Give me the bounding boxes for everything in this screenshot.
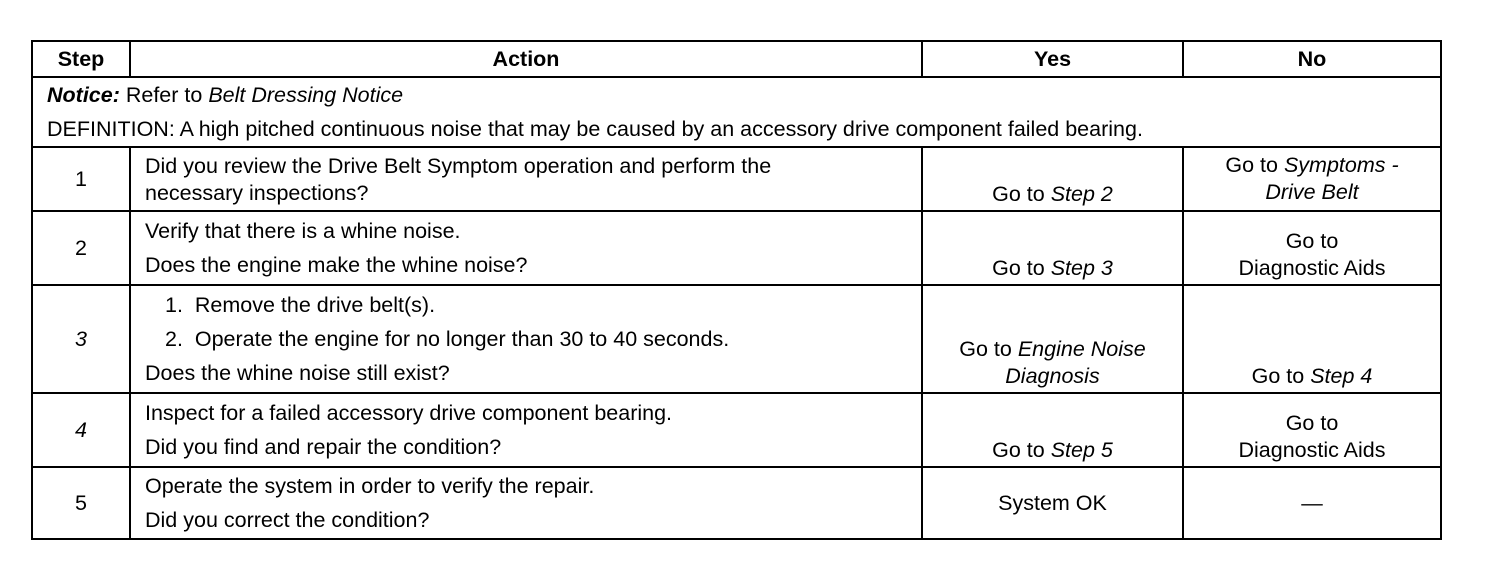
notice-label: Notice:: [47, 83, 120, 107]
action-cell: [130, 285, 922, 393]
action-line: necessary inspections?: [145, 181, 369, 205]
table-row: [32, 467, 1441, 539]
yes-cell: [922, 211, 1183, 285]
action-cell: [130, 211, 922, 285]
yes-prefix: Go to: [992, 182, 1051, 207]
step-number: 5: [32, 467, 130, 539]
header-step: Step: [32, 41, 130, 77]
table-row: [32, 147, 1441, 211]
table-row: [32, 211, 1441, 285]
header-no: No: [1183, 41, 1441, 77]
action-line: Does the engine make the whine noise?: [145, 253, 528, 277]
action-question: Does the whine noise still exist?: [145, 361, 450, 385]
yes-cell: [922, 285, 1183, 393]
yes-prefix: Go to: [959, 337, 1018, 361]
yes-cell: System OK: [922, 467, 1183, 539]
yes-cell: [922, 393, 1183, 467]
no-prefix: Go to: [1225, 153, 1284, 177]
no-cell: [1183, 211, 1441, 285]
action-line: Operate the system in order to verify the repair.: [145, 474, 595, 498]
step-number: 1: [32, 147, 130, 211]
yes-reference: Step 5: [1050, 438, 1113, 463]
notice-line: [47, 78, 1426, 112]
yes-reference: Step 3: [1050, 256, 1113, 281]
step-number: 3: [32, 285, 130, 393]
header-action: Action: [130, 41, 922, 77]
action-line: Did you review the Drive Belt Symptom operation and perform the: [145, 154, 772, 178]
substep-item: 2. Operate the engine for no longer than 30 to 40 seconds.: [165, 327, 730, 351]
yes-prefix: Go to: [992, 256, 1051, 281]
action-line: Did you correct the condition?: [145, 508, 430, 532]
no-prefix: Go to: [1251, 364, 1311, 389]
no-cell: [1183, 147, 1441, 211]
action-line: Inspect for a failed accessory drive component bearing.: [145, 401, 673, 425]
no-cell: —: [1183, 467, 1441, 539]
no-line: Diagnostic Aids: [1238, 438, 1386, 462]
yes-reference: Engine Noise: [1017, 337, 1146, 361]
step-number: 2: [32, 211, 130, 285]
header-yes: Yes: [922, 41, 1183, 77]
action-cell: [130, 147, 922, 211]
notice-cell: [32, 77, 1441, 147]
no-reference: Step 4: [1310, 364, 1373, 389]
yes-reference-cont: Diagnosis: [1005, 364, 1100, 388]
no-cell: [1183, 285, 1441, 393]
notice-reference: Belt Dressing Notice: [208, 83, 404, 107]
action-line: Verify that there is a whine noise.: [145, 219, 461, 243]
no-line: Go to: [1285, 229, 1339, 253]
notice-row: [32, 77, 1441, 147]
no-reference-cont: Drive Belt: [1265, 180, 1359, 204]
step-number: 4: [32, 393, 130, 467]
yes-cell: [922, 147, 1183, 211]
diagnostic-table: [31, 40, 1442, 540]
no-cell: [1183, 393, 1441, 467]
yes-reference: Step 2: [1050, 182, 1113, 207]
no-reference: Symptoms -: [1283, 153, 1399, 177]
action-cell: [130, 393, 922, 467]
no-line: Go to: [1285, 411, 1339, 435]
definition-text: DEFINITION: A high pitched continuous noise that may be caused by an accessory drive component failed bearing.: [47, 117, 1143, 141]
substep-item: 1. Remove the drive belt(s).: [165, 293, 436, 317]
table-row: [32, 285, 1441, 393]
action-line: Did you find and repair the condition?: [145, 435, 502, 459]
notice-text: Refer to: [119, 83, 209, 107]
yes-prefix: Go to: [992, 438, 1051, 463]
table-row: [32, 393, 1441, 467]
no-line: Diagnostic Aids: [1238, 256, 1386, 280]
action-cell: [130, 467, 922, 539]
header-row: [32, 41, 1441, 77]
